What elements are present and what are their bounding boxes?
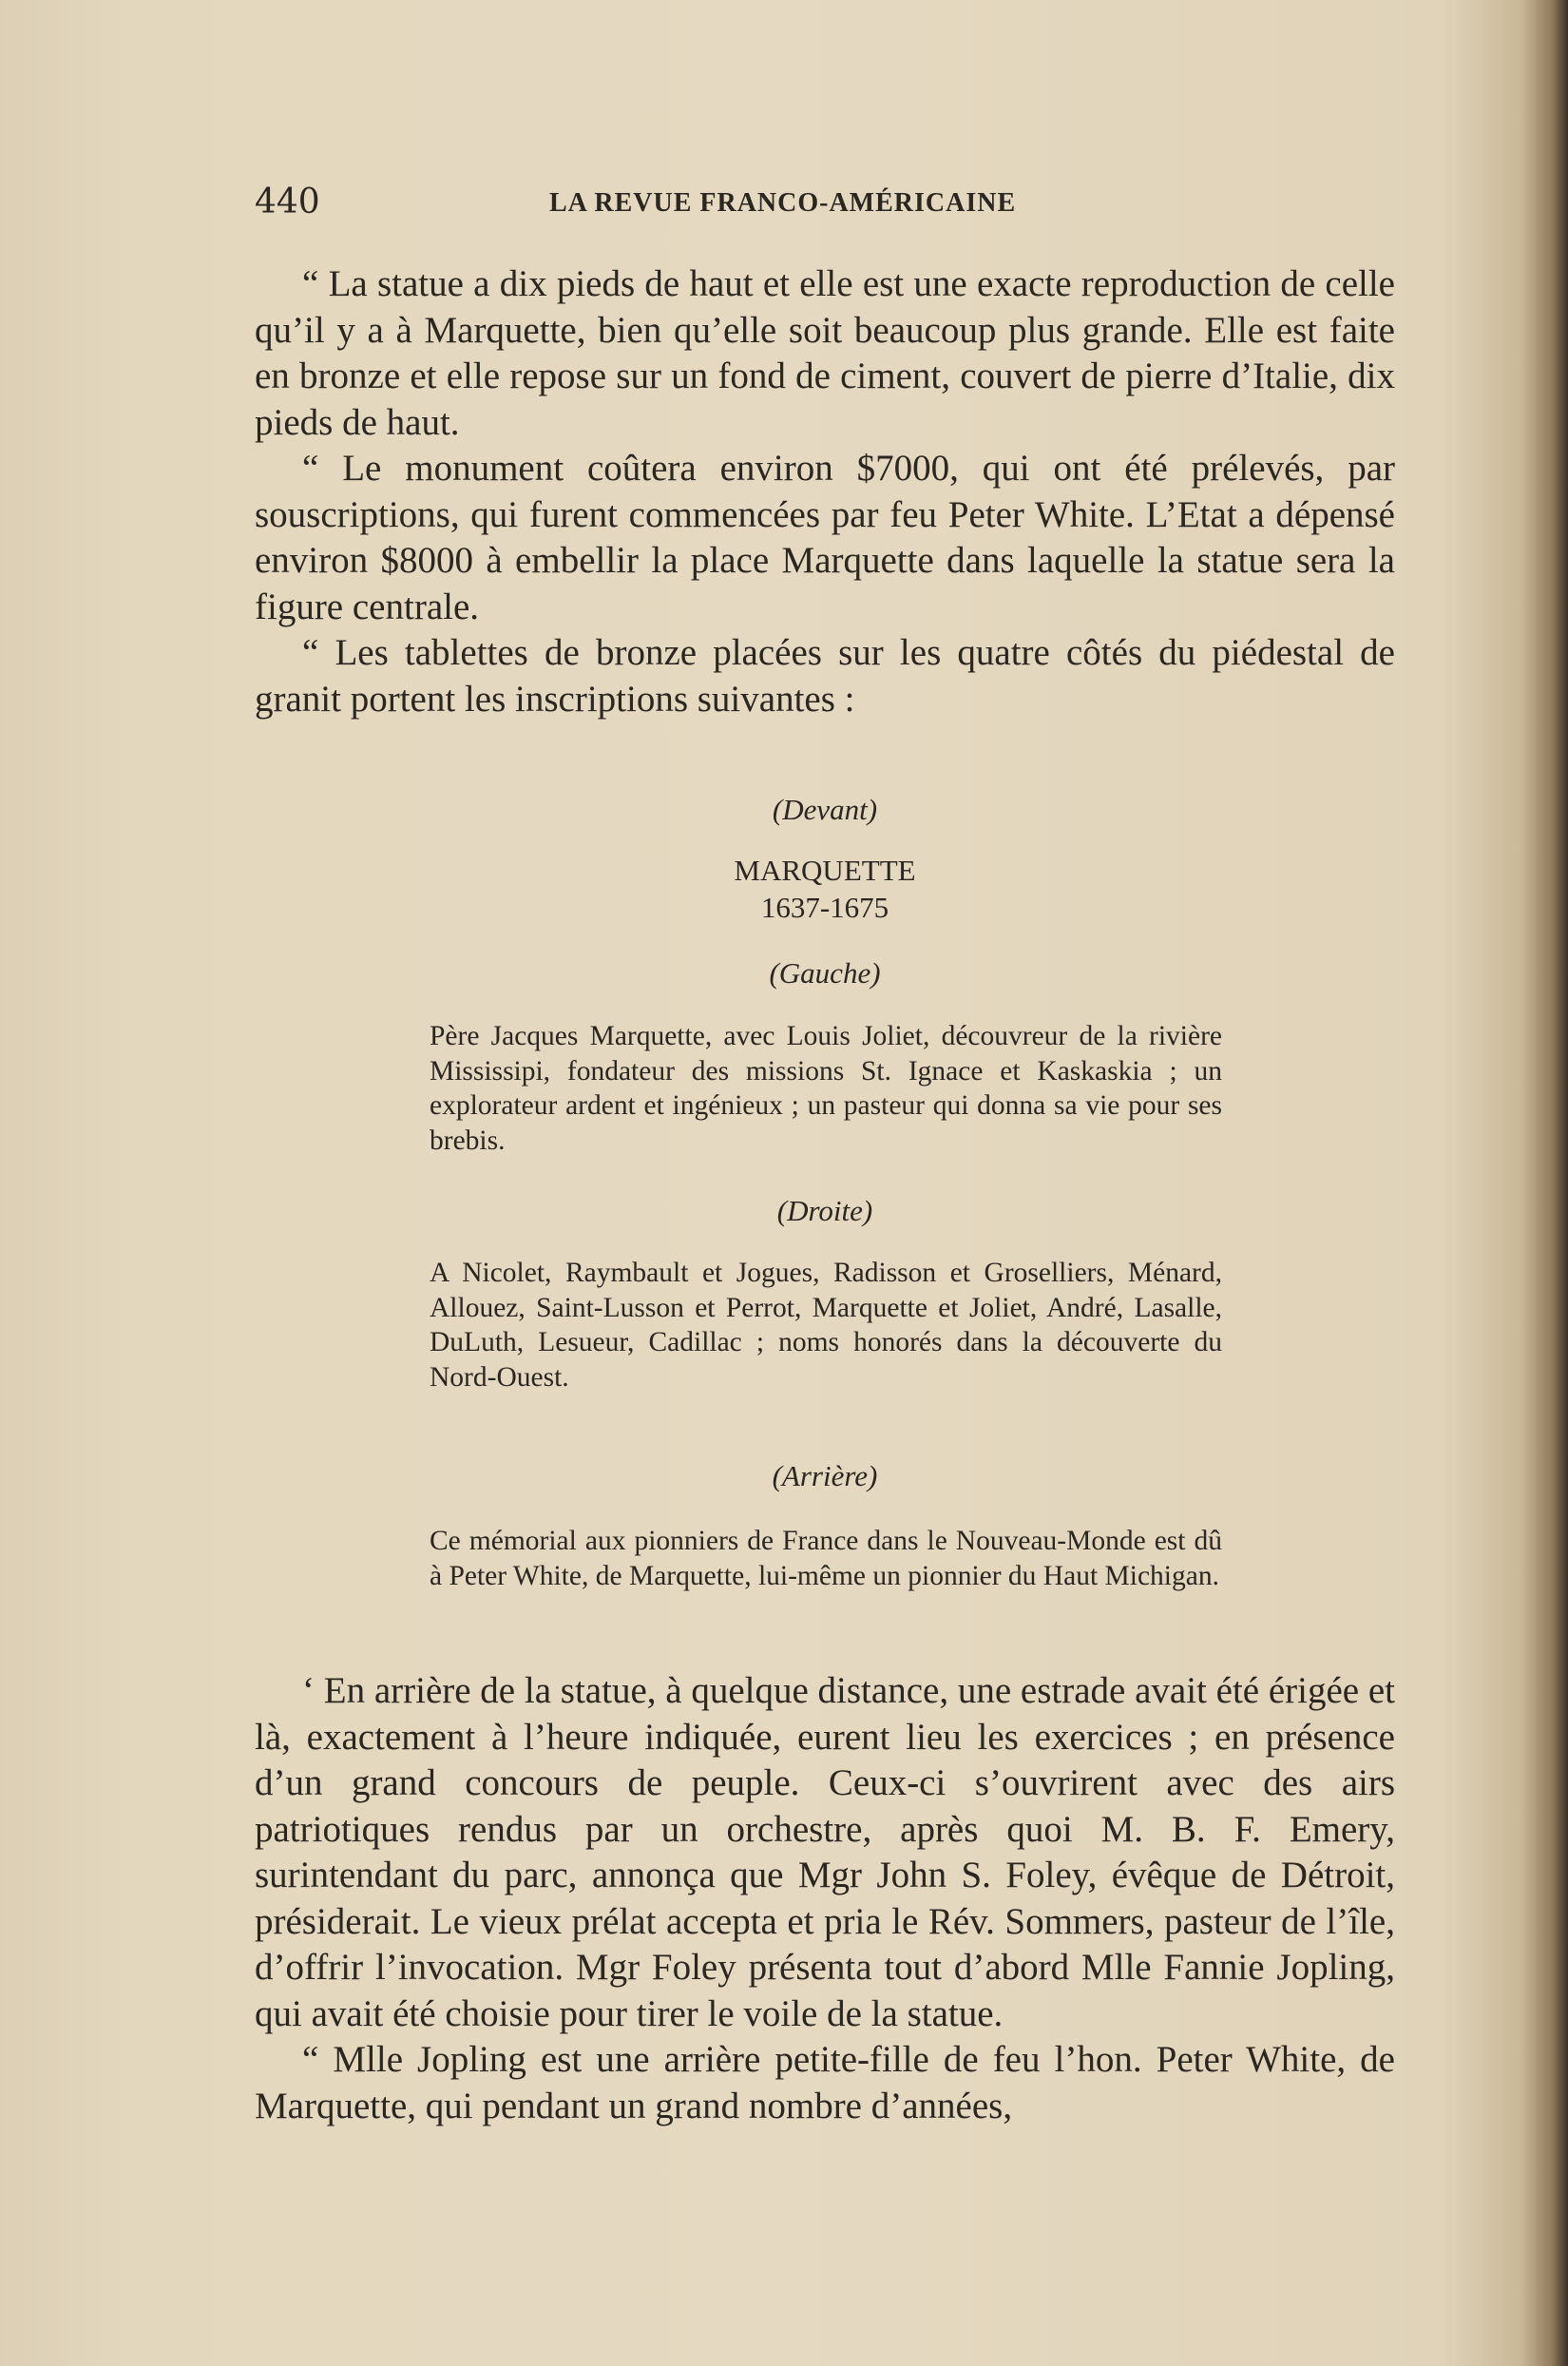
paragraph: “ Les tablettes de bronze placées sur les quatre côtés du piédestal de granit portent les inscriptions suivantes : — [255, 632, 1395, 720]
paragraph: “ Le monument coûtera environ $7000, qui ont été prélevés, par souscriptions, qui furent commencées par feu Peter White. L’Etat a dépensé environ $8000 à embellir la place Marquette dans laquelle la statue sera la figure centrale. — [255, 448, 1395, 627]
inscription-back-text: Ce mémorial aux pionniers de France dans le Nouveau-Monde est dû à Peter White, de Marquette, lui-même un pionnier du Haut Michigan. — [430, 1526, 1222, 1591]
paragraph: “ Mlle Jopling est une arrière petite-fille de feu l’hon. Peter White, de Marquette, qui pendant un grand nombre d’années, — [255, 2039, 1395, 2126]
body-text-top — [255, 261, 1395, 722]
paragraph: ‘ En arrière de la statue, à quelque distance, une estrade avait été érigée et là, exactement à l’heure indiquée, eurent lieu les exercices ; en présence d’un grand concours de peuple. Ceux-ci s’ouvrirent avec des airs patriotiques rendus par un orchestre, après quoi M. B. F. Emery, surintendant du parc, annonça que Mgr John S. Foley, évêque de Détroit, présiderait. Le vieux prélat accepta et pria le Rév. Sommers, pasteur de l’île, d’offrir l’invocation. Mgr Foley présenta tout d’abord Mlle Fannie Jopling, qui avait été choisie pour tirer le voile de la statue. — [255, 1670, 1395, 2034]
inscription-caption-back: (Arrière) — [772, 1459, 878, 1492]
running-title: LA REVUE FRANCO-AMÉRICAINE — [549, 188, 1017, 218]
inscription-caption-front: (Devant) — [772, 793, 878, 826]
inscription-right-text: A Nicolet, Raymbault et Jogues, Radisson et Groselliers, Ménard, Allouez, Saint-Lusson et Perrot, Marquette et Joliet, André, Lasalle, DuLuth, Lesueur, Cadillac ; noms honorés dans la découverte du Nord-Ouest. — [430, 1258, 1222, 1393]
page-header — [255, 183, 1395, 230]
inscription-caption-right: (Droite) — [776, 1194, 873, 1227]
inscription-front-dates: 1637-1675 — [760, 891, 889, 924]
inscription-left-text: Père Jacques Marquette, avec Louis Joliet, découvreur de la rivière Mississipi, fondateur des missions St. Ignace et Kaskaskia ; un explorateur ardent et ingénieux ; un pasteur qui donna sa vie pour ses brebis. — [430, 1021, 1222, 1156]
paragraph: “ La statue a dix pieds de haut et elle est une exacte reproduction de celle qu’il y a à Marquette, bien qu’elle soit beaucoup plus grande. Elle est faite en bronze et elle repose sur un fond de ciment, couvert de pierre d’Italie, dix pieds de haut. — [255, 263, 1395, 443]
inscription-caption-left: (Gauche) — [769, 956, 881, 990]
body-text-bottom — [255, 1668, 1395, 2129]
page-number: 440 — [255, 183, 320, 221]
inscription-front-name: MARQUETTE — [734, 854, 916, 887]
